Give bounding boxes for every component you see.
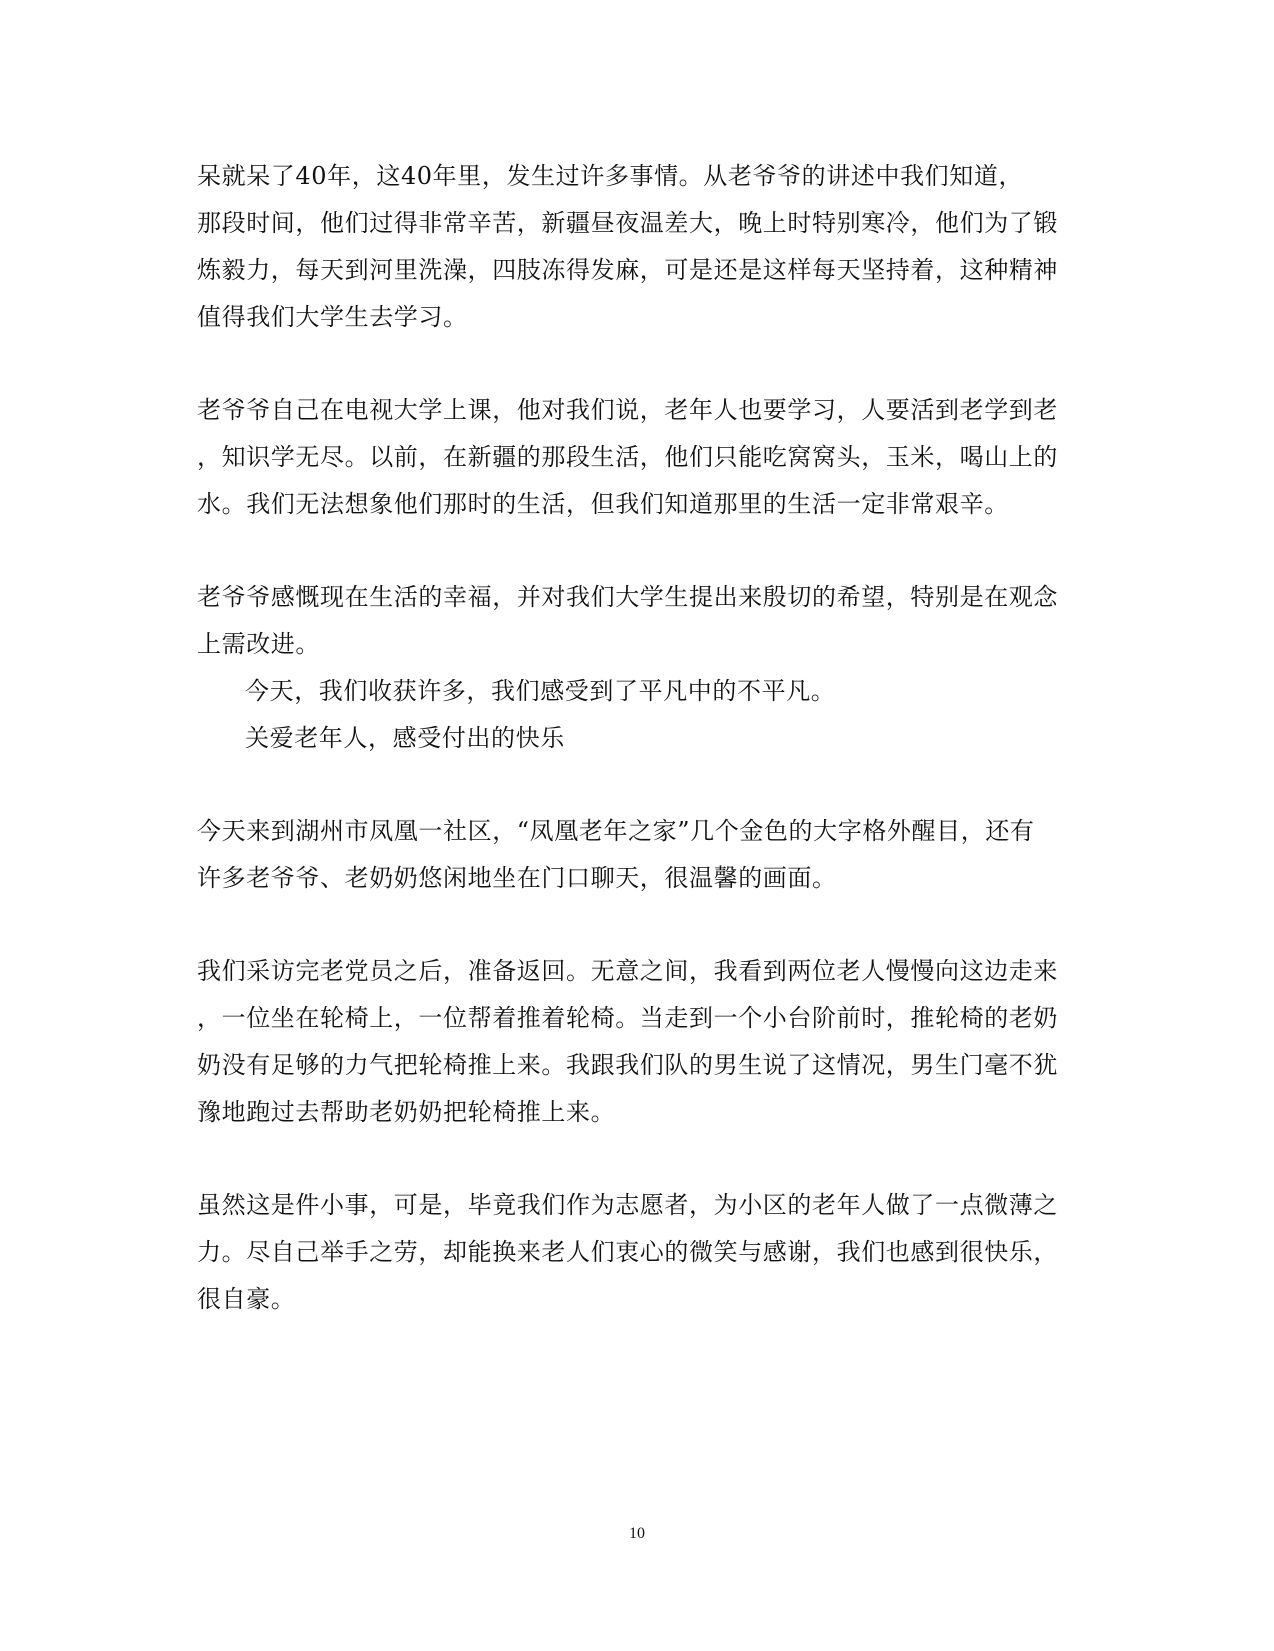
text-line: 豫地跑过去帮助老奶奶把轮椅推上来。	[197, 1098, 616, 1126]
page-number: 10	[629, 1525, 645, 1542]
text-line: 很自豪。	[197, 1285, 296, 1313]
text-line: 力。尽自己举手之劳，却能换来老人们衷心的微笑与感谢，我们也感到很快乐，	[197, 1238, 1058, 1266]
text-line: 奶没有足够的力气把轮椅推上来。我跟我们队的男生说了这情况，男生门毫不犹	[197, 1051, 1058, 1079]
text-line: ，知识学无尽。以前，在新疆的那段生活，他们只能吃窝窝头，玉米，喝山上的	[197, 443, 1058, 471]
text-line: 水。我们无法想象他们那时的生活，但我们知道那里的生活一定非常艰辛。	[197, 490, 1009, 518]
text-line: 老爷爷感慨现在生活的幸福，并对我们大学生提出来殷切的希望，特别是在观念	[197, 583, 1058, 611]
text-line: 那段时间，他们过得非常辛苦，新疆昼夜温差大，晚上时特别寒冷，他们为了锻	[197, 209, 1058, 237]
indented-line: 今天，我们收获许多，我们感受到了平凡中的不平凡。	[245, 677, 836, 705]
text-line: 炼毅力，每天到河里洗澡，四肢冻得发麻，可是还是这样每天坚持着，这种精神	[197, 256, 1058, 284]
section-heading: 关爱老年人，感受付出的快乐	[245, 724, 565, 752]
text-line: 上需改进。	[197, 630, 320, 658]
text-line: ，一位坐在轮椅上，一位帮着推着轮椅。当走到一个小台阶前时，推轮椅的老奶	[197, 1004, 1058, 1032]
text-line: 值得我们大学生去学习。	[197, 303, 468, 331]
text-line: 我们采访完老党员之后，准备返回。无意之间，我看到两位老人慢慢向这边走来	[197, 957, 1058, 985]
text-line: 今天来到湖州市凤凰一社区，“凤凰老年之家”几个金色的大字格外醒目，还有	[197, 817, 1035, 845]
text-line: 呆就呆了40年，这40年里，发生过许多事情。从老爷爷的讲述中我们知道，	[197, 162, 1024, 190]
text-line: 老爷爷自己在电视大学上课，他对我们说，老年人也要学习，人要活到老学到老	[197, 396, 1058, 424]
text-line: 虽然这是件小事，可是，毕竟我们作为志愿者，为小区的老年人做了一点微薄之	[197, 1191, 1058, 1219]
text-line: 许多老爷爷、老奶奶悠闲地坐在门口聊天，很温馨的画面。	[197, 864, 837, 892]
